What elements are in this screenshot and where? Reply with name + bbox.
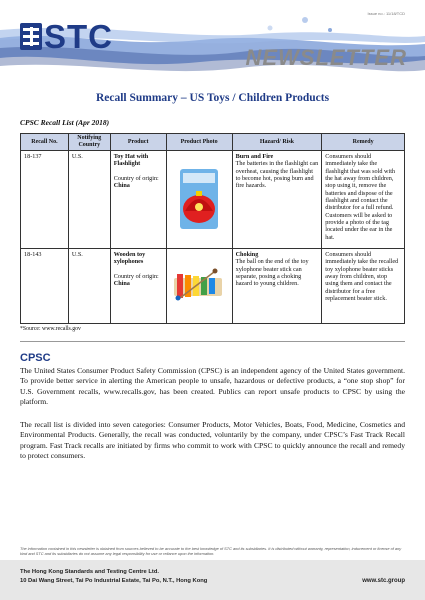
cell-product (110, 249, 166, 324)
product-name: Wooden toy xylophones (113, 251, 146, 266)
col-header-hazard: Hazard/ Risk (232, 134, 322, 151)
table-subtitle: CPSC Recall List (Apr 2018) (20, 118, 110, 127)
table-row (21, 249, 405, 324)
issue-number: Issue no.: 11/18/TCD (367, 11, 405, 16)
xylophone-photo (170, 268, 228, 302)
logo-mark-icon (20, 23, 42, 50)
section-divider (20, 341, 405, 342)
hazard-text: The batteries in the flashlight can overheat, causing the flashlight to become hot, posing burn and fire hazards. (235, 160, 319, 190)
footer (0, 560, 425, 600)
source-note: *Source: www.recalls.gov (20, 326, 81, 332)
page-title: Recall Summary – US Toys / Children Products (95, 92, 330, 104)
cell-photo (166, 249, 232, 324)
col-header-remedy: Remedy (322, 134, 405, 151)
origin-value: China (113, 280, 130, 288)
cell-recall-no: 18-143 (21, 249, 69, 324)
col-header-photo: Product Photo (166, 134, 232, 151)
footer-address: 10 Dai Wang Street, Tai Po Industrial Estate, Tai Po, N.T., Hong Kong (20, 578, 208, 584)
cell-product (110, 151, 166, 249)
newsletter-label: NEWSLETTER (245, 45, 407, 70)
col-header-recall-no: Recall No. (21, 134, 69, 151)
col-header-product: Product (110, 134, 166, 151)
cell-country: U.S. (68, 249, 110, 324)
cpsc-heading: CPSC (20, 352, 51, 364)
logo-text: STC (44, 18, 113, 55)
toy-hat-photo (177, 167, 221, 231)
recall-table (20, 133, 405, 324)
cell-recall-no: 18-137 (21, 151, 69, 249)
origin-value: China (113, 182, 130, 190)
origin-label: Country of origin: (113, 272, 159, 280)
cpsc-paragraph-1: The United States Consumer Product Safety Commission (CPSC) is an independent agency of the United States government. To provide better service in alerting the American people to unsafe, hazardous or defective products, a “one stop shop” for U.S. Government recalls, www.recalls.gov, has been created. Publics can report unsafe products to CPSC by using the platform. (20, 366, 405, 406)
footer-company: The Hong Kong Standards and Testing Centre Ltd. (20, 569, 160, 575)
origin-label: Country of origin: (113, 174, 159, 182)
cpsc-paragraph-2: The recall list is divided into seven categories: Consumer Products, Motor Vehicles, Boats, Food, Medicine, Cosmetics and Environmental Products. Generally, the recall was conducted, voluntarily by the company, under CPSC’s Fast Track Recall program. Fast Track recalls are initiated by firms who commit to work with CPSC to quickly announce the recall and remedy to protect consumers. (20, 420, 405, 460)
cell-hazard (232, 249, 322, 324)
cell-hazard (232, 151, 322, 249)
cell-remedy: Consumers should immediately take the flashlight that was sold with the hat away from children, stop using it, remove the batteries and dispose of the flashlight and contact the distributor for a full refund. Customers will be asked to provide a photo of the tag located under the ear in the hat. (322, 151, 405, 249)
product-name: Toy Hat with Flashlight (113, 153, 149, 168)
cell-country: U.S. (68, 151, 110, 249)
stc-logo (20, 18, 113, 55)
hazard-title: Burn and Fire (235, 153, 274, 161)
table-header-row (21, 134, 405, 151)
col-header-country: Notifying Country (68, 134, 110, 151)
footer-website: www.stc.group (362, 578, 405, 584)
cell-remedy: Consumers should immediately take the recalled toy xylophone beater sticks away from children, stop using them and contact the distributor for a free replacement beater stick. (322, 249, 405, 324)
cell-photo (166, 151, 232, 249)
header-splash (0, 0, 425, 95)
hazard-title: Choking (235, 251, 259, 259)
disclaimer: The information contained in this newsletter is obtained from sources believed to be accurate to the best knowledge of STC and its subsidiaries. It is distributed without warranty, representation, inducement or license of any kind and STC and its subsidiaries do not assume any legal responsibility for use or reliance upon the information. (20, 546, 402, 557)
table-row (21, 151, 405, 249)
hazard-text: The ball on the end of the toy xylophone beater stick can separate, posing a choking hazard to young children. (235, 258, 309, 288)
